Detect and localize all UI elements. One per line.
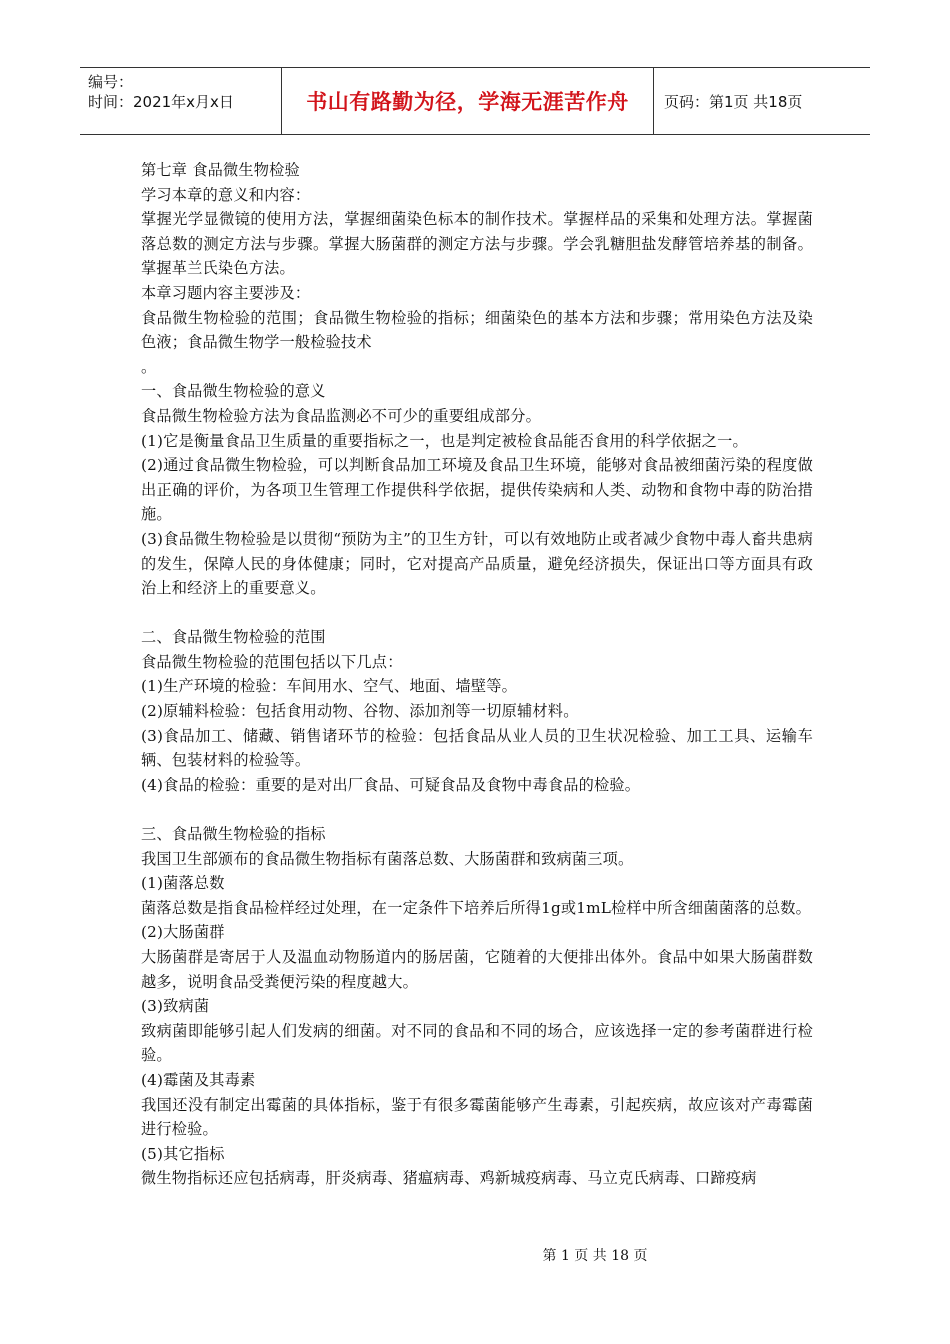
body-paragraph: (3)致病菌 [141, 997, 210, 1016]
body-paragraph: (3)食品微生物检验是以贯彻“预防为主”的卫生方针，可以有效地防止或者减少食物中毒人畜共患病的发生，保障人民的身体健康；同时，它对提高产品质量，避免经济损失，保证出口等方面具有政治上和经济上的重要意义。 [141, 529, 813, 598]
body-paragraph: 。 [141, 357, 157, 376]
body-paragraph: (1)它是衡量食品卫生质量的重要指标之一，也是判定被检食品能否食用的科学依据之一。 [141, 431, 748, 450]
body-paragraph: (2)原辅料检验：包括食用动物、谷物、添加剂等一切原辅材料。 [141, 702, 579, 721]
header-page-code: 页码：第1页 共18页 [664, 92, 803, 111]
body-paragraph: 掌握光学显微镜的使用方法，掌握细菌染色标本的制作技术。掌握样品的采集和处理方法。掌握菌落总数的测定方法与步骤。掌握大肠菌群的测定方法与步骤。学会乳糖胆盐发酵管培养基的制备。掌握革兰氏染色方法。 [141, 210, 813, 278]
body-paragraph: 一、食品微生物检验的意义 [141, 382, 326, 401]
body-paragraph: 第七章 食品微生物检验 [141, 161, 300, 179]
body-paragraph: 学习本章的意义和内容： [141, 185, 311, 204]
page-footer: 第 1 页 共 18 页 [542, 1248, 648, 1264]
body-paragraph: (2)大肠菌群 [141, 923, 225, 942]
body-paragraph: 食品微生物检验的范围；食品微生物检验的指标；细菌染色的基本方法和步骤；常用染色方法及染色液；食品微生物学一般检验技术 [141, 308, 813, 352]
body-paragraph: (4)霉菌及其毒素 [141, 1070, 256, 1089]
body-paragraph: 我国卫生部颁布的食品微生物指标有菌落总数、大肠菌群和致病菌三项。 [141, 849, 634, 868]
body-paragraph: (4)食品的检验：重要的是对出厂食品、可疑食品及食物中毒食品的检验。 [141, 775, 641, 794]
body-paragraph: 大肠菌群是寄居于人及温血动物肠道内的肠居菌，它随着的大便排出体外。食品中如果大肠菌群数越多，说明食品受粪便污染的程度越大。 [141, 948, 813, 991]
body-paragraph: 菌落总数是指食品检样经过处理，在一定条件下培养后所得1g或1mL检样中所含细菌菌落的总数。 [141, 898, 812, 917]
blank-line [141, 797, 813, 822]
body-paragraph: (1)生产环境的检验：车间用水、空气、地面、墙壁等。 [141, 677, 518, 696]
document-number-label: 编号： [88, 73, 134, 91]
body-paragraph: 食品微生物检验的范围包括以下几点： [141, 652, 403, 671]
blank-line [141, 601, 813, 626]
body-paragraph: (1)菌落总数 [141, 874, 225, 893]
body-paragraph: 三、食品微生物检验的指标 [141, 825, 326, 844]
body-paragraph: 致病菌即能够引起人们发病的细菌。对不同的食品和不同的场合，应该选择一定的参考菌群进行检验。 [141, 1021, 813, 1065]
body-paragraph: 本章习题内容主要涉及： [141, 283, 311, 302]
header-meta [80, 68, 282, 134]
page-header [80, 67, 870, 135]
body-paragraph: 我国还没有制定出霉菌的具体指标，鉴于有很多霉菌能够产生毒素，引起疾病，故应该对产毒霉菌进行检验。 [141, 1095, 813, 1139]
body-paragraph: (5)其它指标 [141, 1144, 225, 1163]
body-paragraph: (3)食品加工、储藏、销售诸环节的检验：包括食品从业人员的卫生状况检验、加工工具、运输车辆、包装材料的检验等。 [141, 726, 813, 770]
body-paragraph: 二、食品微生物检验的范围 [141, 628, 326, 647]
body-paragraph: 食品微生物检验方法为食品监测必不可少的重要组成部分。 [141, 406, 542, 425]
body-paragraph: 微生物指标还应包括病毒，肝炎病毒、猪瘟病毒、鸡新城疫病毒、马立克氏病毒、口蹄疫病 [141, 1169, 757, 1188]
header-motto: 书山有路勤为径，学海无涯苦作舟 [282, 68, 654, 134]
document-body [141, 158, 813, 1191]
body-paragraph: (2)通过食品微生物检验，可以判断食品加工环境及食品卫生环境，能够对食品被细菌污染的程度做出正确的评价，为各项卫生管理工作提供科学依据，提供传染病和人类、动物和食物中毒的防治措施。 [141, 456, 813, 524]
document-date: 时间：2021年x月x日 [88, 93, 234, 111]
